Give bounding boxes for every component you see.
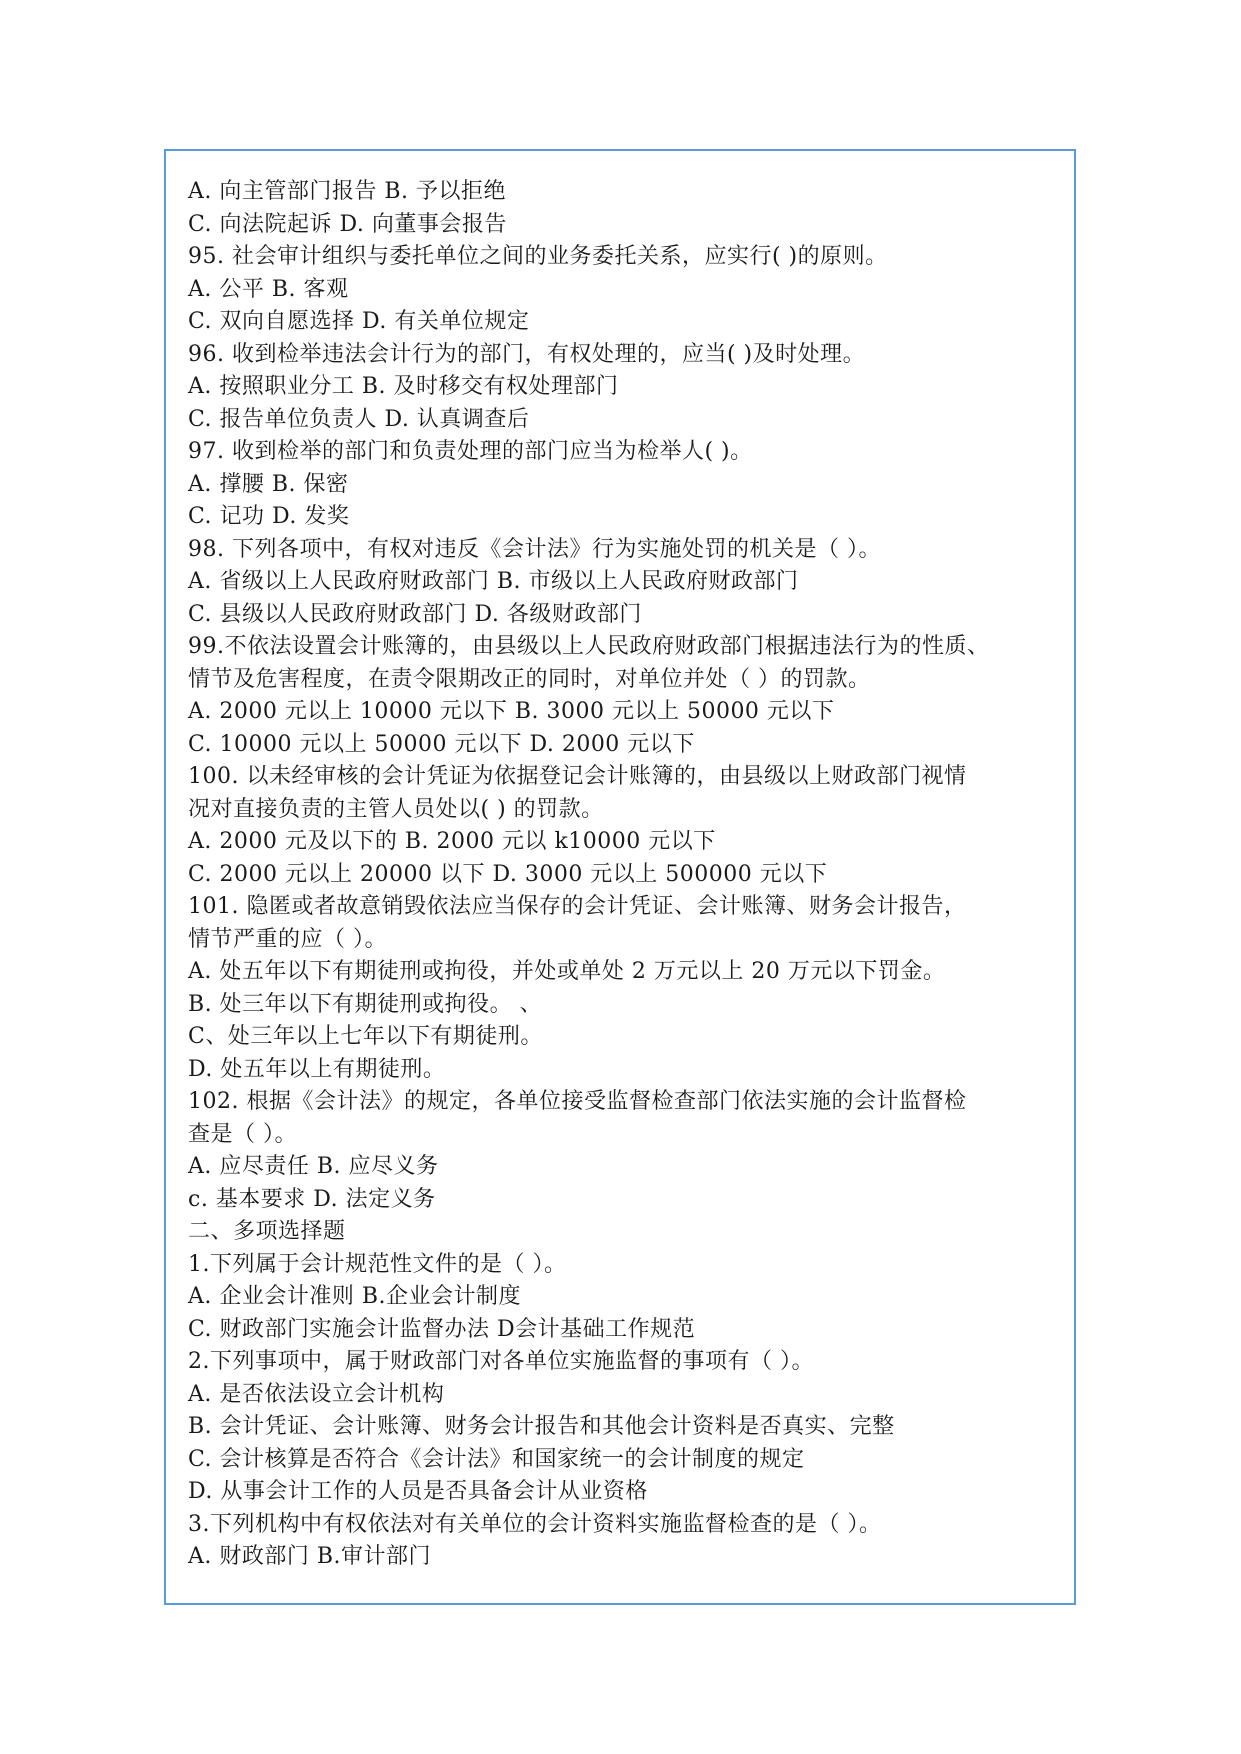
text-line: c. 基本要求 D. 法定义务: [188, 1186, 436, 1212]
text-line: C. 县级以人民政府财政部门 D. 各级财政部门: [188, 601, 642, 627]
text-line: A. 按照职业分工 B. 及时移交有权处理部门: [188, 374, 619, 399]
text-line: A. 应尽责任 B. 应尽义务: [188, 1154, 439, 1179]
text-line: B. 会计凭证、会计账簿、财务会计报告和其他会计资料是否真实、完整: [188, 1414, 895, 1439]
text-line: D. 处五年以上有期徒刑。: [188, 1056, 446, 1082]
text-line: C. 会计核算是否符合《会计法》和国家统一的会计制度的规定: [188, 1446, 805, 1472]
text-line: C、处三年以上七年以下有期徒刑。: [188, 1024, 543, 1049]
text-line: 100. 以未经审核的会计凭证为依据登记会计账簿的，由县级以上财政部门视情: [188, 764, 967, 789]
text-line: C. 向法院起诉 D. 向董事会报告: [188, 211, 507, 237]
text-line: 二、多项选择题: [188, 1219, 346, 1244]
text-line: 况对直接负责的主管人员处以( ) 的罚款。: [188, 796, 604, 822]
text-line: C. 10000 元以上 50000 元以下 D. 2000 元以下: [188, 731, 695, 757]
text-line: C. 双向自愿选择 D. 有关单位规定: [188, 309, 530, 334]
text-line: 99.不依法设置会计账簿的，由县级以上人民政府财政部门根据违法行为的性质、: [188, 634, 990, 659]
document-body: [188, 176, 1068, 1574]
text-line: A. 是否依法设立会计机构: [188, 1381, 445, 1407]
text-line: A. 2000 元以上 10000 元以下 B. 3000 元以上 50000 元以下: [188, 699, 835, 724]
text-line: C. 记功 D. 发奖: [188, 504, 350, 529]
text-line: A. 省级以上人民政府财政部门 B. 市级以上人民政府财政部门: [188, 569, 799, 594]
text-line: A. 撑腰 B. 保密: [188, 471, 349, 497]
text-line: A. 处五年以下有期徒刑或拘役，并处或单处 2 万元以上 20 万元以下罚金。: [188, 959, 946, 984]
text-line: 98. 下列各项中，有权对违反《会计法》行为实施处罚的机关是（ ）。: [188, 536, 881, 562]
text-line: 95. 社会审计组织与委托单位之间的业务委托关系，应实行( )的原则。: [188, 244, 888, 269]
text-line: 96. 收到检举违法会计行为的部门，有权处理的，应当( )及时处理。: [188, 341, 866, 367]
text-line: 3.下列机构中有权依法对有关单位的会计资料实施监督检查的是（ ）。: [188, 1511, 882, 1537]
text-line: A. 企业会计准则 B.企业会计制度: [188, 1284, 522, 1309]
text-line: 102. 根据《会计法》的规定，各单位接受监督检查部门依法实施的会计监督检: [188, 1089, 967, 1114]
text-line: D. 从事会计工作的人员是否具备会计从业资格: [188, 1479, 648, 1504]
text-line: 情节及危害程度，在责令限期改正的同时，对单位并处（ ）的罚款。: [188, 666, 871, 692]
text-line: A. 财政部门 B.审计部门: [188, 1544, 432, 1569]
text-line: A. 2000 元及以下的 B. 2000 元以 k10000 元以下: [188, 829, 716, 854]
text-line: 查是（ ）。: [188, 1121, 297, 1147]
text-line: C. 财政部门实施会计监督办法 D会计基础工作规范: [188, 1316, 696, 1342]
text-line: 情节严重的应（ ）。: [188, 926, 387, 952]
text-line: B. 处三年以下有期徒刑或拘役。 、: [188, 991, 543, 1017]
text-line: 101. 隐匿或者故意销毁依法应当保存的会计凭证、会计账簿、财务会计报告，: [188, 894, 967, 919]
text-line: A. 向主管部门报告 B. 予以拒绝: [188, 179, 507, 204]
text-line: C. 报告单位负责人 D. 认真调查后: [188, 406, 530, 432]
text-line: 1.下列属于会计规范性文件的是（ ）。: [188, 1251, 567, 1277]
text-line: A. 公平 B. 客观: [188, 276, 349, 302]
text-line: C. 2000 元以上 20000 以下 D. 3000 元以上 500000 元以下: [188, 861, 828, 887]
text-line: 97. 收到检举的部门和负责处理的部门应当为检举人( )。: [188, 439, 753, 464]
text-line: 2.下列事项中，属于财政部门对各单位实施监督的事项有（ ）。: [188, 1349, 814, 1374]
